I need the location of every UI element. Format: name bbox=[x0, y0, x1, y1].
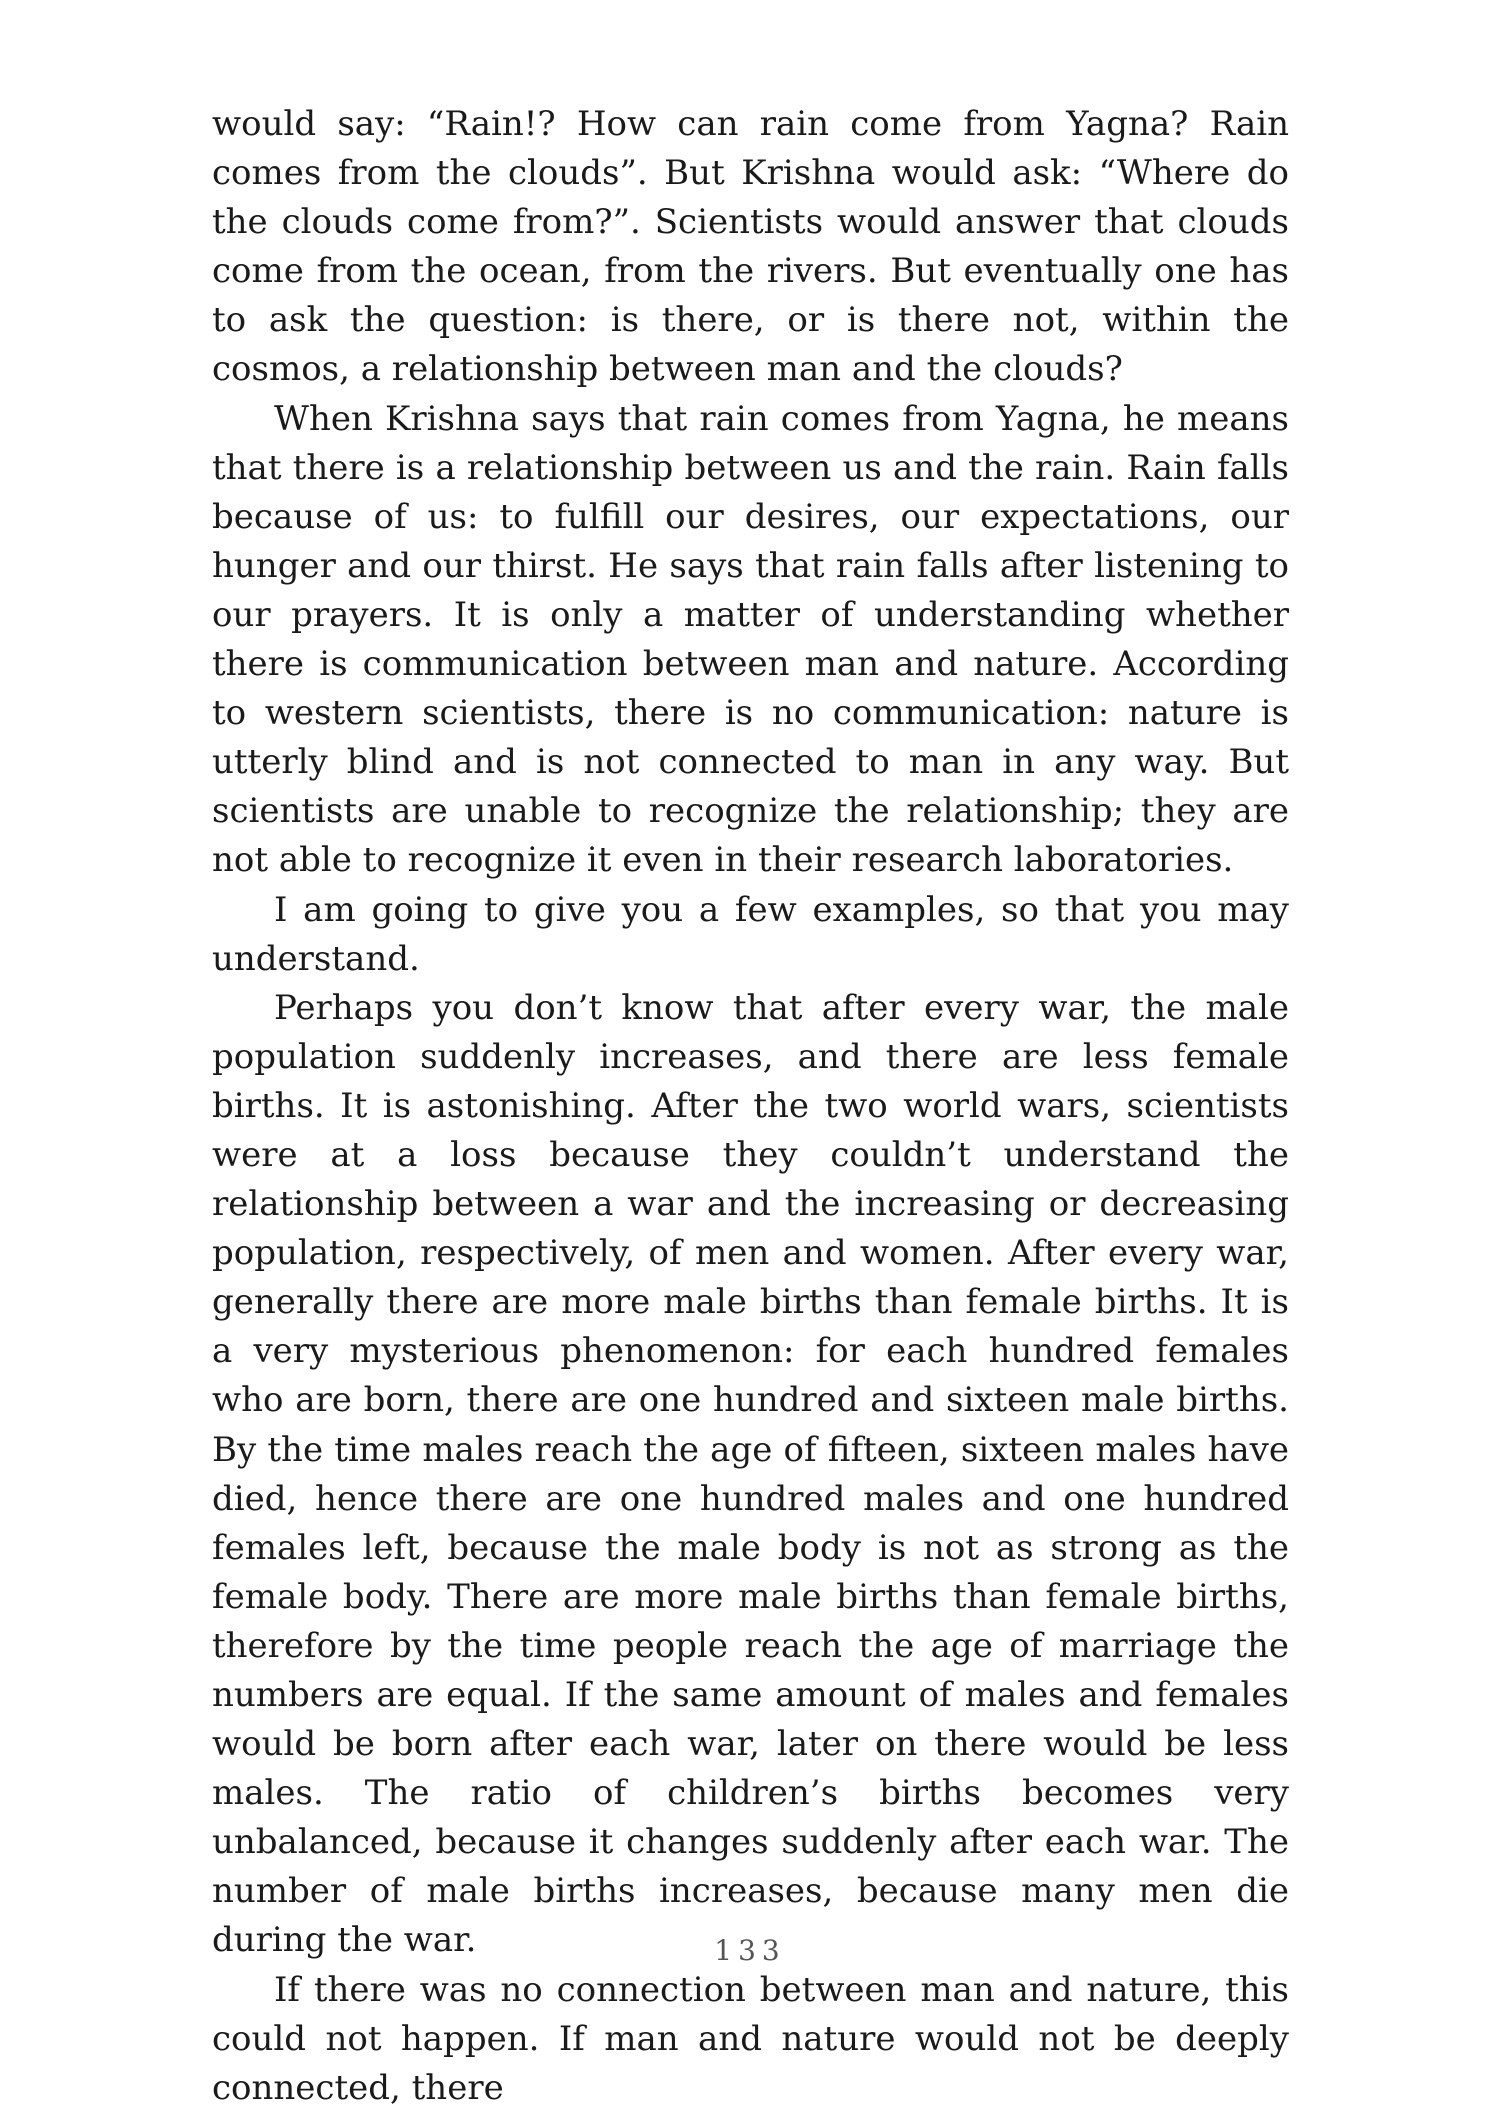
paragraph-continuation: would say: “Rain!? How can rain come from Yagna? Rain comes from the clouds”. But Krishna would ask: “Where do the clouds come from?”. Scientists would answer that clouds come from the ocean, from the rivers. But eventually one has to ask the question: is there, or is there not, within the cosmos, a relationship between man and the clouds? bbox=[212, 104, 1289, 390]
paragraph: If there was no connection between man and nature, this could not happen. If man and nature would not be deeply connected, there bbox=[212, 1969, 1289, 2108]
page-number: 133 bbox=[714, 1934, 786, 1967]
body-text bbox=[212, 100, 1289, 2113]
paragraph: I am going to give you a few examples, so that you may understand. bbox=[212, 889, 1289, 979]
paragraph: Perhaps you don’t know that after every war, the male population suddenly increases, and there are less female births. It is astonishing. After the two world wars, scientists were at a loss because they couldn’t understand the relationship between a war and the increasing or decreasing population, respectively, of men and women. After every war, generally there are more male births than female births. It is a very mysterious phenomenon: for each hundred females who are born, there are one hundred and sixteen male births. By the time males reach the age of fifteen, sixteen males have died, hence there are one hundred males and one hundred females left, because the male body is not as strong as the female body. There are more male births than female births, therefore by the time people reach the age of marriage the numbers are equal. If the same amount of males and females would be born after each war, later on there would be less males. The ratio of children’s births becomes very unbalanced, because it changes suddenly after each war. The number of male births increases, because many men die during the war. bbox=[212, 987, 1289, 1961]
paragraph: When Krishna says that rain comes from Yagna, he means that there is a relationship between us and the rain. Rain falls because of us: to fulfill our desires, our expectations, our hunger and our thirst. He says that rain falls after listening to our prayers. It is only a matter of understanding whether there is communication between man and nature. According to western scientists, there is no communication: nature is utterly blind and is not connected to man in any way. But scientists are unable to recognize the relationship; they are not able to recognize it even in their research laboratories. bbox=[212, 398, 1289, 881]
